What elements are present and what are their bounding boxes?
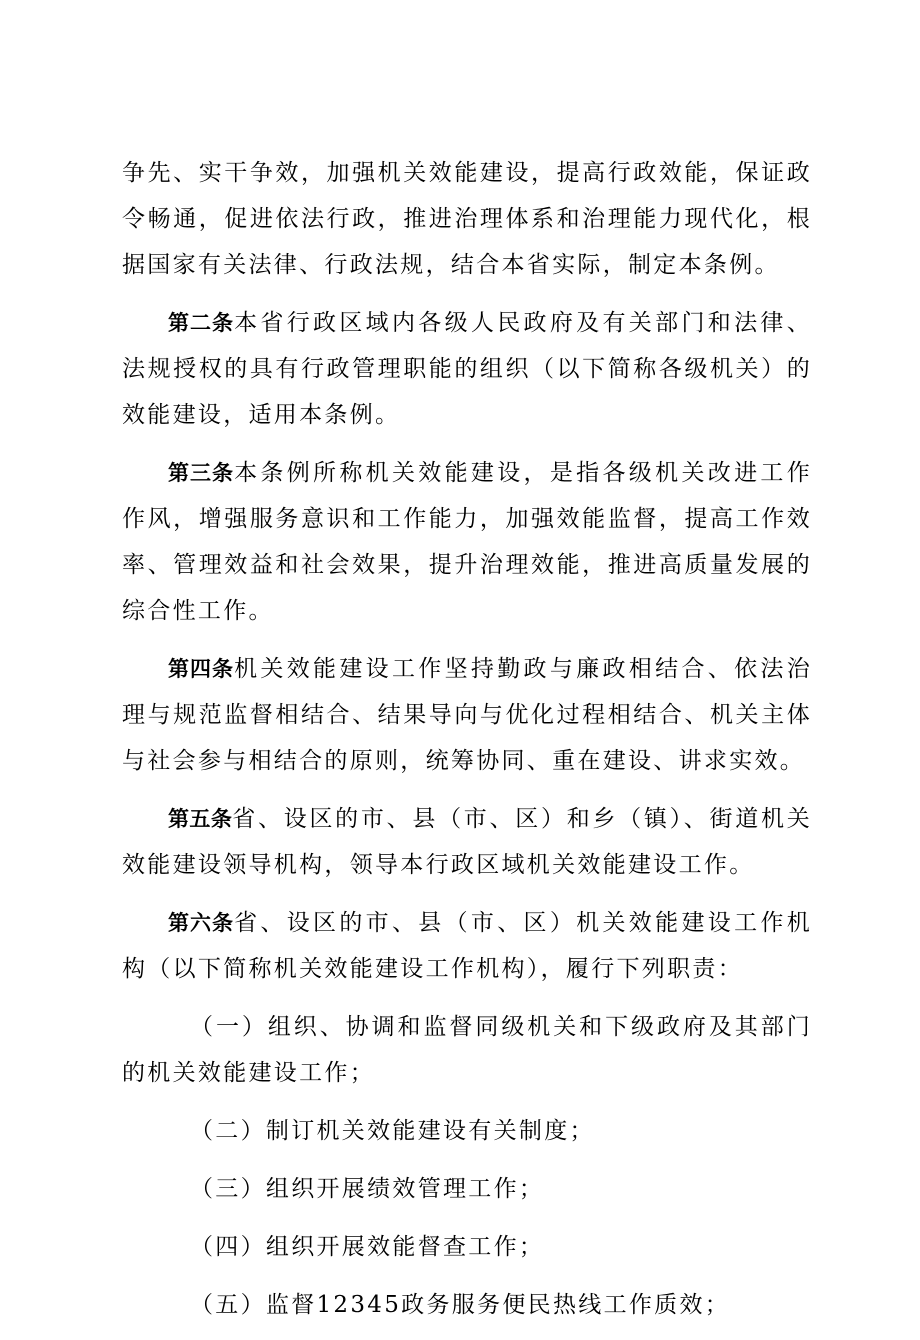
article-number: 第三条 bbox=[168, 461, 235, 485]
article-number: 第六条 bbox=[168, 911, 235, 935]
list-item-5 bbox=[122, 1282, 812, 1328]
list-item-2 bbox=[122, 1108, 812, 1154]
document-body bbox=[122, 150, 812, 1340]
paragraph-text: 本省行政区域内各级人民政府及有关部门和法律、法规授权的具有行政管理职能的组织（以下简称各级机关）的效能建设，适用本条例。 bbox=[122, 310, 813, 428]
article-number: 第四条 bbox=[168, 657, 235, 681]
paragraph-text: （五）监督12345政务服务便民热线工作质效； bbox=[190, 1292, 731, 1318]
paragraph-text: 省、设区的市、县（市、区）机关效能建设工作机构（以下简称机关效能建设工作机构），履行下列职责： bbox=[122, 910, 813, 982]
paragraph-preamble-continuation bbox=[122, 150, 812, 288]
article-2 bbox=[122, 300, 812, 438]
article-5 bbox=[122, 796, 812, 888]
paragraph-text: 机关效能建设工作坚持勤政与廉政相结合、依法治理与规范监督相结合、结果导向与优化过程相结合、机关主体与社会参与相结合的原则，统筹协同、重在建设、讲求实效。 bbox=[122, 656, 813, 774]
list-item-4 bbox=[122, 1224, 812, 1270]
paragraph-text: （四）组织开展效能督查工作； bbox=[190, 1234, 545, 1260]
paragraph-text: 省、设区的市、县（市、区）和乡（镇）、街道机关效能建设领导机构，领导本行政区域机关效能建设工作。 bbox=[122, 806, 813, 878]
article-4 bbox=[122, 646, 812, 784]
article-number: 第二条 bbox=[168, 311, 235, 335]
paragraph-text: （一）组织、协调和监督同级机关和下级政府及其部门的机关效能建设工作； bbox=[122, 1014, 812, 1086]
paragraph-text: 本条例所称机关效能建设，是指各级机关改进工作作风，增强服务意识和工作能力，加强效能监督，提高工作效率、管理效益和社会效果，提升治理效能，推进高质量发展的综合性工作。 bbox=[122, 460, 813, 624]
paragraph-text: （三）组织开展绩效管理工作； bbox=[190, 1176, 545, 1202]
article-6 bbox=[122, 900, 812, 992]
list-item-3 bbox=[122, 1166, 812, 1212]
article-number: 第五条 bbox=[168, 807, 233, 831]
paragraph-text: （二）制订机关效能建设有关制度； bbox=[190, 1118, 595, 1144]
list-item-1 bbox=[122, 1004, 812, 1096]
article-3 bbox=[122, 450, 812, 634]
paragraph-text: 争先、实干争效，加强机关效能建设，提高行政效能，保证政令畅通，促进依法行政，推进治理体系和治理能力现代化，根据国家有关法律、行政法规，结合本省实际，制定本条例。 bbox=[122, 160, 812, 278]
